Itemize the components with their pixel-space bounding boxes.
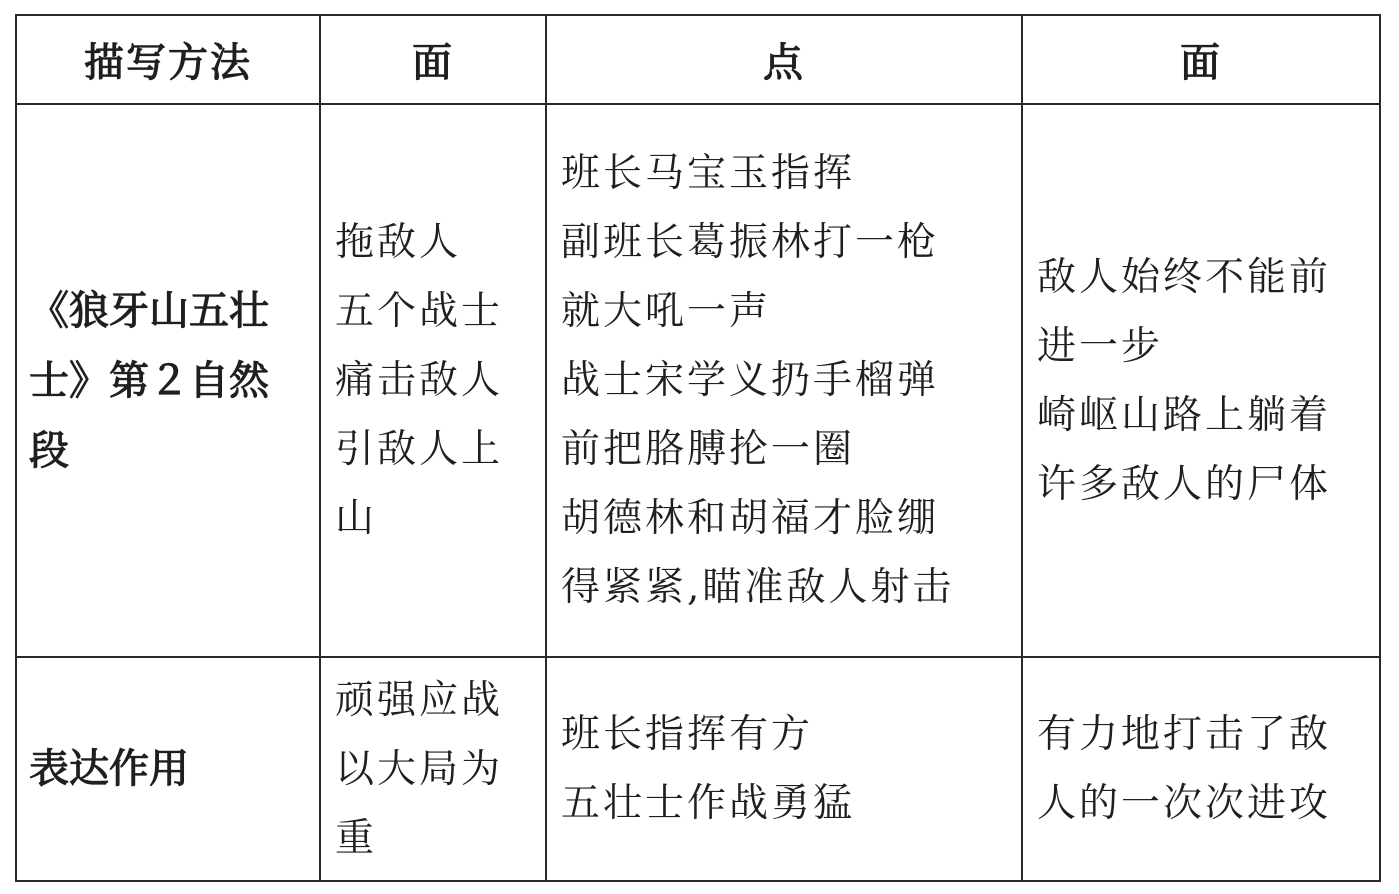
description-methods-table — [15, 14, 1381, 882]
cell-line: 以大局为 — [335, 746, 504, 792]
cell-line: 副班长葛振林打一枪 — [561, 220, 940, 265]
header-face-2: 面 — [1022, 15, 1380, 104]
cell-line: 进一步 — [1037, 323, 1164, 369]
row-label-line: 《狼牙山五壮 — [29, 287, 269, 334]
table-row-passage — [16, 104, 1380, 657]
cell-line: 班长马宝玉指挥 — [561, 151, 856, 196]
cell-line: 五壮士作战勇猛 — [561, 781, 856, 826]
header-method: 描写方法 — [16, 15, 320, 104]
passage-face-1-cell — [320, 104, 546, 657]
cell-line: 胡德林和胡福才脸绷 — [561, 496, 940, 541]
passage-point-cell — [546, 104, 1022, 657]
row-label-passage — [16, 104, 320, 657]
header-face-1: 面 — [320, 15, 546, 104]
row-label-line: 士》第２自然 — [29, 357, 269, 404]
effect-face-2-cell — [1022, 657, 1380, 881]
effect-face-1-cell — [320, 657, 546, 881]
cell-line: 引敌人上 — [335, 427, 504, 472]
cell-line: 前把胳膊抡一圈 — [561, 427, 856, 472]
cell-line: 拖敌人 — [335, 220, 462, 265]
passage-face-2-cell — [1022, 104, 1380, 657]
cell-line: 痛击敌人 — [335, 358, 504, 403]
row-label-line: 段 — [29, 427, 69, 474]
cell-line: 战士宋学义扔手榴弹 — [561, 358, 940, 403]
cell-line: 五个战士 — [335, 289, 504, 334]
cell-line: 就大吼一声 — [561, 289, 772, 334]
cell-line: 班长指挥有方 — [561, 712, 814, 757]
cell-line: 人的一次次进攻 — [1037, 781, 1332, 826]
cell-line: 许多敌人的尸体 — [1037, 461, 1332, 507]
cell-line: 崎岖山路上躺着 — [1037, 392, 1332, 438]
cell-line: 有力地打击了敌 — [1037, 712, 1332, 757]
cell-line: 顽强应战 — [335, 677, 504, 723]
row-label-line: 表达作用 — [29, 746, 189, 792]
cell-line: 敌人始终不能前 — [1037, 254, 1332, 300]
row-label-effect — [16, 657, 320, 881]
cell-line: 得紧紧,瞄准敌人射击 — [561, 565, 955, 610]
header-point: 点 — [546, 15, 1022, 104]
table-header-row — [16, 15, 1380, 104]
effect-point-cell — [546, 657, 1022, 881]
table-row-effect — [16, 657, 1380, 881]
cell-line: 重 — [335, 815, 378, 861]
cell-line: 山 — [335, 496, 378, 541]
